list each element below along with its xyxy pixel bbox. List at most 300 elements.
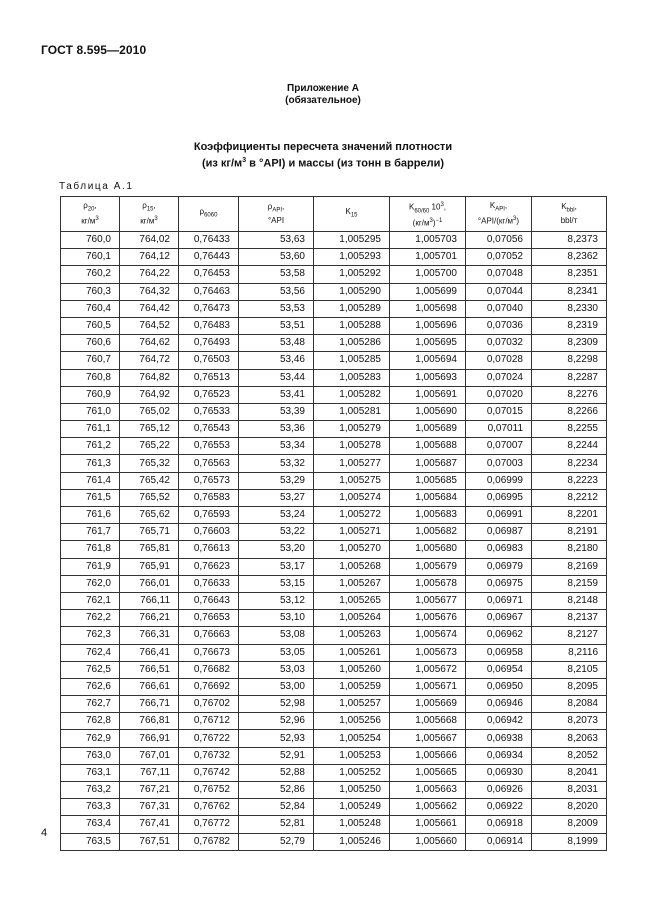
table-row: [61, 455, 607, 472]
table-row: [61, 661, 607, 678]
table-cell: 0,76443: [179, 249, 239, 266]
table-cell: 8,2148: [532, 592, 607, 609]
table-cell: 8,1999: [532, 833, 607, 850]
table-cell: 53,39: [239, 403, 314, 420]
table-cell: 0,07011: [466, 421, 532, 438]
appendix-heading: [0, 83, 646, 107]
table-cell: 0,76573: [179, 472, 239, 489]
document-title: [0, 140, 646, 171]
table-cell: 0,76543: [179, 421, 239, 438]
table-cell: 0,76633: [179, 575, 239, 592]
column-header: $K_{bbl}$, bbl/т: [532, 197, 607, 232]
table-cell: 8,2116: [532, 644, 607, 661]
table-cell: 1,005694: [390, 352, 466, 369]
table-cell: 0,76712: [179, 713, 239, 730]
column-header: $K_{API}$, $^\circ API/(кг/м^3)$: [466, 197, 532, 232]
table-cell: 0,06991: [466, 507, 532, 524]
table-cell: 8,2276: [532, 386, 607, 403]
table-cell: 0,76752: [179, 782, 239, 799]
table-cell: 0,76772: [179, 816, 239, 833]
table-row: [61, 232, 607, 249]
table-cell: 761,4: [61, 472, 120, 489]
table-cell: 1,005678: [390, 575, 466, 592]
table-cell: 1,005261: [314, 644, 390, 661]
table-cell: 8,2063: [532, 730, 607, 747]
table-cell: 767,31: [120, 799, 179, 816]
table-cell: 1,005281: [314, 403, 390, 420]
table-cell: 1,005270: [314, 541, 390, 558]
column-header: $\rho_{15}$, $кг/м^3$: [120, 197, 179, 232]
table-cell: 762,6: [61, 678, 120, 695]
table-row: [61, 249, 607, 266]
table-cell: 1,005662: [390, 799, 466, 816]
table-row: [61, 283, 607, 300]
table-cell: 1,005691: [390, 386, 466, 403]
table-cell: 0,07036: [466, 317, 532, 334]
table-cell: 0,06914: [466, 833, 532, 850]
table-cell: 767,41: [120, 816, 179, 833]
table-cell: 0,06962: [466, 627, 532, 644]
table-cell: 0,76513: [179, 369, 239, 386]
table-cell: 760,0: [61, 232, 120, 249]
table-header-row: [61, 197, 607, 232]
table-cell: 8,2341: [532, 283, 607, 300]
table-row: [61, 678, 607, 695]
table-cell: 8,2031: [532, 782, 607, 799]
table-cell: 53,03: [239, 661, 314, 678]
table-cell: 764,62: [120, 335, 179, 352]
table-cell: 1,005677: [390, 592, 466, 609]
table-cell: 8,2201: [532, 507, 607, 524]
table-cell: 0,76782: [179, 833, 239, 850]
table-row: [61, 421, 607, 438]
table-row: [61, 627, 607, 644]
table-cell: 1,005693: [390, 369, 466, 386]
table-row: [61, 644, 607, 661]
table-cell: 8,2084: [532, 696, 607, 713]
table-cell: 8,2309: [532, 335, 607, 352]
table-cell: 767,01: [120, 747, 179, 764]
table-cell: 762,4: [61, 644, 120, 661]
standard-number: ГОСТ 8.595—2010: [41, 43, 147, 57]
table-cell: 0,76702: [179, 696, 239, 713]
table-cell: 8,2351: [532, 266, 607, 283]
table-cell: 0,06954: [466, 661, 532, 678]
table-cell: 0,06979: [466, 558, 532, 575]
table-cell: 0,06975: [466, 575, 532, 592]
table-cell: 1,005661: [390, 816, 466, 833]
table-cell: 8,2073: [532, 713, 607, 730]
table-cell: 53,08: [239, 627, 314, 644]
table-cell: 0,07015: [466, 403, 532, 420]
table-cell: 764,82: [120, 369, 179, 386]
table-cell: 1,005282: [314, 386, 390, 403]
table-cell: 0,76643: [179, 592, 239, 609]
table-cell: 52,81: [239, 816, 314, 833]
table-cell: 1,005290: [314, 283, 390, 300]
table-cell: 1,005690: [390, 403, 466, 420]
table-row: [61, 696, 607, 713]
table-cell: 762,5: [61, 661, 120, 678]
table-row: [61, 558, 607, 575]
table-cell: 0,06922: [466, 799, 532, 816]
table-cell: 0,06938: [466, 730, 532, 747]
table-cell: 0,07044: [466, 283, 532, 300]
table-cell: 763,1: [61, 764, 120, 781]
table-cell: 0,76673: [179, 644, 239, 661]
table-cell: 0,76742: [179, 764, 239, 781]
table-cell: 1,005285: [314, 352, 390, 369]
table-cell: 765,42: [120, 472, 179, 489]
table-cell: 761,2: [61, 438, 120, 455]
table-cell: 0,06999: [466, 472, 532, 489]
table-cell: 0,06930: [466, 764, 532, 781]
table-cell: 760,4: [61, 300, 120, 317]
table-cell: 8,2180: [532, 541, 607, 558]
table-cell: 1,005665: [390, 764, 466, 781]
table-cell: 762,0: [61, 575, 120, 592]
table-cell: 0,06958: [466, 644, 532, 661]
table-cell: 1,005663: [390, 782, 466, 799]
table-cell: 0,06918: [466, 816, 532, 833]
table-cell: 1,005253: [314, 747, 390, 764]
table-cell: 1,005688: [390, 438, 466, 455]
table-cell: 0,76663: [179, 627, 239, 644]
table-cell: 0,76533: [179, 403, 239, 420]
table-cell: 53,22: [239, 524, 314, 541]
table-row: [61, 317, 607, 334]
table-cell: 8,2191: [532, 524, 607, 541]
table-cell: 1,005669: [390, 696, 466, 713]
table-cell: 0,76762: [179, 799, 239, 816]
table-cell: 0,06971: [466, 592, 532, 609]
table-cell: 760,1: [61, 249, 120, 266]
table-cell: 0,76523: [179, 386, 239, 403]
page-number: 4: [41, 827, 48, 839]
table-cell: 0,07020: [466, 386, 532, 403]
table-cell: 761,8: [61, 541, 120, 558]
table-cell: 766,61: [120, 678, 179, 695]
table-cell: 53,10: [239, 610, 314, 627]
table-row: [61, 592, 607, 609]
table-cell: 53,63: [239, 232, 314, 249]
table-cell: 1,005295: [314, 232, 390, 249]
table-cell: 766,11: [120, 592, 179, 609]
table-cell: 0,06987: [466, 524, 532, 541]
table-cell: 52,88: [239, 764, 314, 781]
table-cell: 0,76603: [179, 524, 239, 541]
table-row: [61, 713, 607, 730]
table-cell: 53,60: [239, 249, 314, 266]
table-cell: 765,71: [120, 524, 179, 541]
table-cell: 1,005249: [314, 799, 390, 816]
table-row: [61, 386, 607, 403]
table-cell: 8,2212: [532, 489, 607, 506]
table-cell: 1,005260: [314, 661, 390, 678]
table-cell: 1,005668: [390, 713, 466, 730]
table-cell: 0,06942: [466, 713, 532, 730]
table-cell: 761,3: [61, 455, 120, 472]
table-cell: 1,005274: [314, 489, 390, 506]
table-cell: 0,07048: [466, 266, 532, 283]
table-cell: 765,12: [120, 421, 179, 438]
table-cell: 1,005268: [314, 558, 390, 575]
table-cell: 1,005672: [390, 661, 466, 678]
table-row: [61, 403, 607, 420]
table-cell: 52,79: [239, 833, 314, 850]
table-cell: 765,81: [120, 541, 179, 558]
table-cell: 760,6: [61, 335, 120, 352]
table-cell: 1,005667: [390, 730, 466, 747]
table-cell: 0,07032: [466, 335, 532, 352]
table-cell: 0,76563: [179, 455, 239, 472]
table-cell: 1,005687: [390, 455, 466, 472]
table-label: Таблица А.1: [59, 181, 134, 192]
table-cell: 53,17: [239, 558, 314, 575]
table-cell: 765,52: [120, 489, 179, 506]
table-row: [61, 799, 607, 816]
table-cell: 764,72: [120, 352, 179, 369]
table-cell: 0,76613: [179, 541, 239, 558]
table-cell: 1,005680: [390, 541, 466, 558]
table-cell: 53,34: [239, 438, 314, 455]
table-cell: 0,76623: [179, 558, 239, 575]
table-row: [61, 524, 607, 541]
table-cell: 8,2330: [532, 300, 607, 317]
table-cell: 8,2020: [532, 799, 607, 816]
table-cell: 1,005288: [314, 317, 390, 334]
table-cell: 53,12: [239, 592, 314, 609]
table-cell: 764,22: [120, 266, 179, 283]
table-cell: 766,21: [120, 610, 179, 627]
table-cell: 0,76453: [179, 266, 239, 283]
title-line-1: Коэффициенты пересчета значений плотности: [193, 141, 453, 153]
table-cell: 765,02: [120, 403, 179, 420]
table-cell: 0,76732: [179, 747, 239, 764]
table-cell: 1,005682: [390, 524, 466, 541]
table-cell: 0,07003: [466, 455, 532, 472]
table-cell: 1,005278: [314, 438, 390, 455]
table-cell: 763,2: [61, 782, 120, 799]
table-cell: 53,36: [239, 421, 314, 438]
table-cell: 53,41: [239, 386, 314, 403]
table-cell: 1,005699: [390, 283, 466, 300]
table-cell: 0,06967: [466, 610, 532, 627]
table-cell: 766,91: [120, 730, 179, 747]
table-cell: 760,7: [61, 352, 120, 369]
table-cell: 763,5: [61, 833, 120, 850]
table-row: [61, 489, 607, 506]
table-cell: 1,005259: [314, 678, 390, 695]
table-cell: 0,06934: [466, 747, 532, 764]
table-cell: 8,2266: [532, 403, 607, 420]
table-cell: 761,0: [61, 403, 120, 420]
table-cell: 1,005267: [314, 575, 390, 592]
table-cell: 52,93: [239, 730, 314, 747]
table-row: [61, 541, 607, 558]
table-cell: 1,005271: [314, 524, 390, 541]
table-cell: 1,005252: [314, 764, 390, 781]
table-cell: 763,3: [61, 799, 120, 816]
table-cell: 1,005277: [314, 455, 390, 472]
table-cell: 53,20: [239, 541, 314, 558]
table-cell: 8,2319: [532, 317, 607, 334]
table-cell: 1,005703: [390, 232, 466, 249]
column-header: $\rho_{API}$, °API: [239, 197, 314, 232]
table-cell: 761,5: [61, 489, 120, 506]
table-cell: 766,31: [120, 627, 179, 644]
table-cell: 0,07052: [466, 249, 532, 266]
table-cell: 1,005283: [314, 369, 390, 386]
table-cell: 52,86: [239, 782, 314, 799]
table-cell: 765,91: [120, 558, 179, 575]
table-row: [61, 369, 607, 386]
table-cell: 0,76682: [179, 661, 239, 678]
table-cell: 0,07040: [466, 300, 532, 317]
table-cell: 8,2009: [532, 816, 607, 833]
table-cell: 766,81: [120, 713, 179, 730]
table-cell: 766,01: [120, 575, 179, 592]
table-cell: 53,53: [239, 300, 314, 317]
column-header: $K_{60/60}$ $10^3$, $(кг/м^3)^{-1}$: [390, 197, 466, 232]
table-cell: 1,005683: [390, 507, 466, 524]
table-cell: 1,005265: [314, 592, 390, 609]
table-cell: 1,005293: [314, 249, 390, 266]
table-row: [61, 352, 607, 369]
table-cell: 764,32: [120, 283, 179, 300]
table-cell: 1,005292: [314, 266, 390, 283]
table-row: [61, 782, 607, 799]
table-cell: 1,005289: [314, 300, 390, 317]
table-row: [61, 764, 607, 781]
table-cell: 8,2041: [532, 764, 607, 781]
table-cell: 1,005257: [314, 696, 390, 713]
table-body: [61, 232, 607, 851]
table-cell: 763,0: [61, 747, 120, 764]
table-cell: 0,06950: [466, 678, 532, 695]
table-cell: 0,06946: [466, 696, 532, 713]
table-cell: 8,2298: [532, 352, 607, 369]
table-cell: 765,32: [120, 455, 179, 472]
table-cell: 0,06995: [466, 489, 532, 506]
table-cell: 53,00: [239, 678, 314, 695]
table-row: [61, 575, 607, 592]
table-cell: 53,29: [239, 472, 314, 489]
appendix-title: Приложение А: [287, 83, 359, 94]
table-row: [61, 266, 607, 283]
table-cell: 767,11: [120, 764, 179, 781]
conversion-table: [60, 196, 607, 851]
table-cell: 8,2137: [532, 610, 607, 627]
table-cell: 1,005263: [314, 627, 390, 644]
table-cell: 0,76553: [179, 438, 239, 455]
table-cell: 761,7: [61, 524, 120, 541]
table-row: [61, 335, 607, 352]
table-cell: 1,005696: [390, 317, 466, 334]
title-line-2: (из $кг/м^3$ в °API) и массы (из тонн в баррели): [201, 157, 445, 170]
table-cell: 53,27: [239, 489, 314, 506]
table-row: [61, 472, 607, 489]
table-cell: 765,22: [120, 438, 179, 455]
table-cell: 53,51: [239, 317, 314, 334]
table-cell: 766,71: [120, 696, 179, 713]
table-cell: 8,2373: [532, 232, 607, 249]
table-cell: 764,52: [120, 317, 179, 334]
table-cell: 760,5: [61, 317, 120, 334]
table-cell: 0,76583: [179, 489, 239, 506]
table-cell: 8,2255: [532, 421, 607, 438]
table-cell: 1,005674: [390, 627, 466, 644]
table-cell: 8,2223: [532, 472, 607, 489]
table-cell: 1,005272: [314, 507, 390, 524]
table-cell: 765,62: [120, 507, 179, 524]
table-cell: 764,92: [120, 386, 179, 403]
table-cell: 0,76722: [179, 730, 239, 747]
table-cell: 766,51: [120, 661, 179, 678]
table-cell: 0,76463: [179, 283, 239, 300]
table-cell: 8,2234: [532, 455, 607, 472]
table-cell: 760,3: [61, 283, 120, 300]
table-cell: 0,06926: [466, 782, 532, 799]
table-cell: 764,02: [120, 232, 179, 249]
table-cell: 1,005248: [314, 816, 390, 833]
table-cell: 8,2159: [532, 575, 607, 592]
table-row: [61, 610, 607, 627]
table-row: [61, 747, 607, 764]
table-cell: 0,07024: [466, 369, 532, 386]
table-cell: 1,005671: [390, 678, 466, 695]
table-row: [61, 833, 607, 850]
table-cell: 761,6: [61, 507, 120, 524]
table-cell: 0,76593: [179, 507, 239, 524]
table-cell: 1,005660: [390, 833, 466, 850]
table-cell: 52,91: [239, 747, 314, 764]
table-cell: 52,84: [239, 799, 314, 816]
table-cell: 53,48: [239, 335, 314, 352]
table-cell: 53,56: [239, 283, 314, 300]
table-cell: 52,96: [239, 713, 314, 730]
table-cell: 0,76653: [179, 610, 239, 627]
table-cell: 764,42: [120, 300, 179, 317]
table-row: [61, 816, 607, 833]
table-cell: 8,2362: [532, 249, 607, 266]
table-cell: 0,76493: [179, 335, 239, 352]
table-cell: 766,41: [120, 644, 179, 661]
table-cell: 1,005676: [390, 610, 466, 627]
table-cell: 1,005264: [314, 610, 390, 627]
table-cell: 53,46: [239, 352, 314, 369]
table-cell: 763,4: [61, 816, 120, 833]
table-cell: 1,005673: [390, 644, 466, 661]
table-cell: 0,76503: [179, 352, 239, 369]
table-cell: 762,2: [61, 610, 120, 627]
table-cell: 767,21: [120, 782, 179, 799]
table-cell: 53,44: [239, 369, 314, 386]
table-cell: 762,7: [61, 696, 120, 713]
table-cell: 1,005679: [390, 558, 466, 575]
table-cell: 0,07028: [466, 352, 532, 369]
table-cell: 0,76483: [179, 317, 239, 334]
table-cell: 1,005700: [390, 266, 466, 283]
column-header: $\rho_{20}$, $кг/м^3$: [61, 197, 120, 232]
table-cell: 1,005254: [314, 730, 390, 747]
table-cell: 1,005250: [314, 782, 390, 799]
table-row: [61, 730, 607, 747]
appendix-status: (обязательное): [285, 95, 361, 106]
table-cell: 1,005689: [390, 421, 466, 438]
table-cell: 760,9: [61, 386, 120, 403]
table-cell: 53,05: [239, 644, 314, 661]
